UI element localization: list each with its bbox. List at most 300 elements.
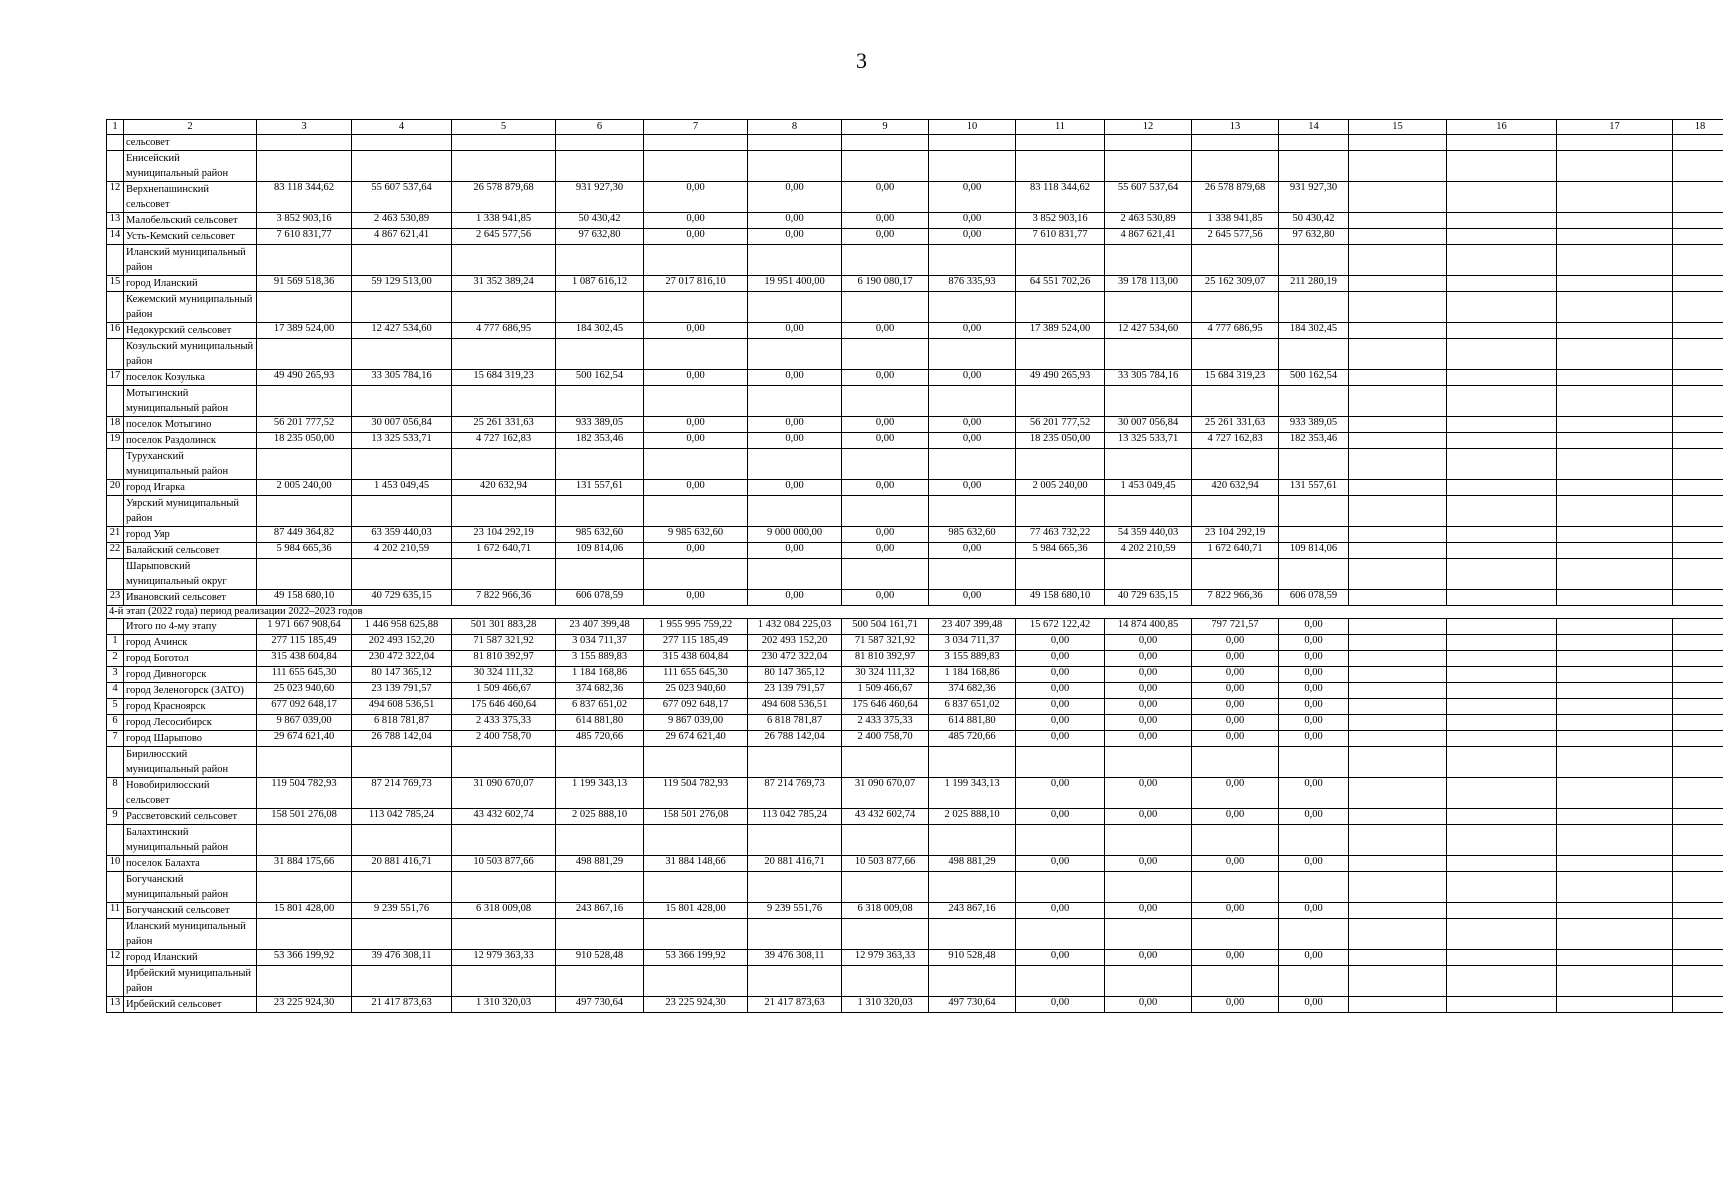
value-cell: 1 955 995 759,22 — [644, 619, 748, 635]
table-row — [107, 590, 1723, 606]
value-cell: 0,00 — [644, 370, 748, 386]
value-cell: 420 632,94 — [452, 480, 556, 496]
empty-cell — [1192, 825, 1279, 856]
empty-cell — [1349, 433, 1447, 449]
column-header: 16 — [1447, 120, 1557, 135]
value-cell: 243 867,16 — [929, 903, 1016, 919]
value-cell: 15 684 319,23 — [452, 370, 556, 386]
empty-cell — [556, 292, 644, 323]
empty-cell — [1105, 449, 1192, 480]
empty-cell — [1279, 386, 1349, 417]
empty-cell — [1192, 559, 1279, 590]
value-cell: 71 587 321,92 — [842, 635, 929, 651]
value-cell: 230 472 322,04 — [352, 651, 452, 667]
value-cell: 0,00 — [1105, 856, 1192, 872]
value-cell: 31 884 175,66 — [257, 856, 352, 872]
value-cell: 2 400 758,70 — [452, 731, 556, 747]
empty-cell — [1673, 778, 1723, 809]
value-cell: 0,00 — [748, 213, 842, 229]
value-cell: 0,00 — [1016, 731, 1105, 747]
column-header: 8 — [748, 120, 842, 135]
empty-cell — [1192, 135, 1279, 151]
district-row — [107, 872, 1723, 903]
empty-cell — [1557, 151, 1673, 182]
value-cell: 494 608 536,51 — [352, 699, 452, 715]
empty-cell — [1447, 292, 1557, 323]
value-cell: 13 325 533,71 — [1105, 433, 1192, 449]
value-cell: 1 971 667 908,64 — [257, 619, 352, 635]
value-cell: 277 115 185,49 — [257, 635, 352, 651]
value-cell: 0,00 — [1016, 715, 1105, 731]
value-cell: 931 927,30 — [1279, 182, 1349, 213]
value-cell: 2 645 577,56 — [1192, 229, 1279, 245]
value-cell: 4 867 621,41 — [1105, 229, 1192, 245]
settlement-name: город Шарыпово — [124, 731, 257, 747]
empty-cell — [1016, 449, 1105, 480]
empty-cell — [1673, 339, 1723, 370]
value-cell: 2 005 240,00 — [1016, 480, 1105, 496]
empty-cell — [1447, 276, 1557, 292]
settlement-name: Итого по 4-му этапу — [124, 619, 257, 635]
row-number: 16 — [107, 323, 124, 339]
value-cell: 0,00 — [1192, 778, 1279, 809]
value-cell: 7 610 831,77 — [1016, 229, 1105, 245]
value-cell: 0,00 — [842, 480, 929, 496]
empty-cell — [257, 151, 352, 182]
empty-cell — [1447, 339, 1557, 370]
empty-cell — [929, 747, 1016, 778]
empty-cell — [1557, 543, 1673, 559]
value-cell: 9 239 551,76 — [352, 903, 452, 919]
value-cell: 59 129 513,00 — [352, 276, 452, 292]
value-cell: 0,00 — [748, 229, 842, 245]
value-cell: 9 000 000,00 — [748, 527, 842, 543]
empty-cell — [352, 496, 452, 527]
empty-cell — [1557, 386, 1673, 417]
value-cell: 0,00 — [929, 370, 1016, 386]
empty-cell — [1016, 292, 1105, 323]
value-cell: 5 984 665,36 — [257, 543, 352, 559]
settlement-name: Малобельский сельсовет — [124, 213, 257, 229]
empty-cell — [1349, 417, 1447, 433]
settlement-name: город Игарка — [124, 480, 257, 496]
empty-cell — [1105, 339, 1192, 370]
column-header: 13 — [1192, 120, 1279, 135]
row-number — [107, 449, 124, 480]
row-number: 22 — [107, 543, 124, 559]
value-cell: 27 017 816,10 — [644, 276, 748, 292]
empty-cell — [748, 135, 842, 151]
value-cell: 2 645 577,56 — [452, 229, 556, 245]
value-cell: 21 417 873,63 — [748, 997, 842, 1013]
empty-cell — [929, 339, 1016, 370]
empty-cell — [1349, 635, 1447, 651]
empty-cell — [644, 135, 748, 151]
value-cell: 797 721,57 — [1192, 619, 1279, 635]
empty-cell — [1349, 370, 1447, 386]
empty-cell — [929, 245, 1016, 276]
value-cell: 0,00 — [1279, 651, 1349, 667]
settlement-name: поселок Козулька — [124, 370, 257, 386]
empty-cell — [1016, 386, 1105, 417]
value-cell: 0,00 — [1192, 731, 1279, 747]
value-cell: 25 261 331,63 — [1192, 417, 1279, 433]
table-row — [107, 480, 1723, 496]
empty-cell — [1349, 480, 1447, 496]
row-number: 1 — [107, 635, 124, 651]
value-cell: 0,00 — [1279, 667, 1349, 683]
value-cell: 497 730,64 — [929, 997, 1016, 1013]
table-row — [107, 323, 1723, 339]
empty-cell — [352, 919, 452, 950]
empty-cell — [1349, 699, 1447, 715]
value-cell: 0,00 — [1192, 950, 1279, 966]
value-cell: 0,00 — [1192, 809, 1279, 825]
empty-cell — [1447, 323, 1557, 339]
empty-cell — [257, 339, 352, 370]
value-cell: 113 042 785,24 — [748, 809, 842, 825]
empty-cell — [1673, 590, 1723, 606]
table-row — [107, 715, 1723, 731]
empty-cell — [1673, 276, 1723, 292]
value-cell: 3 852 903,16 — [257, 213, 352, 229]
value-cell: 0,00 — [1105, 809, 1192, 825]
value-cell: 0,00 — [1016, 903, 1105, 919]
data-table — [106, 119, 1723, 1013]
empty-cell — [257, 825, 352, 856]
empty-cell — [748, 292, 842, 323]
value-cell: 1 432 084 225,03 — [748, 619, 842, 635]
value-cell: 26 578 879,68 — [1192, 182, 1279, 213]
value-cell: 26 788 142,04 — [352, 731, 452, 747]
value-cell: 1 453 049,45 — [352, 480, 452, 496]
empty-cell — [1349, 997, 1447, 1013]
empty-cell — [1279, 825, 1349, 856]
empty-cell — [1349, 919, 1447, 950]
empty-cell — [1349, 292, 1447, 323]
value-cell: 2 025 888,10 — [929, 809, 1016, 825]
value-cell: 0,00 — [1016, 778, 1105, 809]
value-cell: 55 607 537,64 — [1105, 182, 1192, 213]
empty-cell — [452, 747, 556, 778]
empty-cell — [842, 747, 929, 778]
value-cell: 182 353,46 — [556, 433, 644, 449]
row-number: 4 — [107, 683, 124, 699]
empty-cell — [1349, 619, 1447, 635]
empty-cell — [1016, 151, 1105, 182]
empty-cell — [1673, 245, 1723, 276]
value-cell: 0,00 — [842, 229, 929, 245]
value-cell: 0,00 — [748, 543, 842, 559]
value-cell: 30 324 111,32 — [452, 667, 556, 683]
value-cell: 0,00 — [1192, 651, 1279, 667]
empty-cell — [1447, 370, 1557, 386]
empty-cell — [1279, 747, 1349, 778]
empty-cell — [257, 292, 352, 323]
empty-cell — [1447, 903, 1557, 919]
value-cell: 6 818 781,87 — [748, 715, 842, 731]
empty-cell — [1673, 635, 1723, 651]
empty-cell — [644, 559, 748, 590]
value-cell: 0,00 — [1016, 667, 1105, 683]
value-cell: 39 476 308,11 — [748, 950, 842, 966]
value-cell: 0,00 — [929, 417, 1016, 433]
row-number: 10 — [107, 856, 124, 872]
value-cell: 20 881 416,71 — [748, 856, 842, 872]
empty-cell — [1557, 135, 1673, 151]
empty-cell — [1349, 966, 1447, 997]
empty-cell — [929, 151, 1016, 182]
value-cell: 30 007 056,84 — [352, 417, 452, 433]
empty-cell — [1447, 715, 1557, 731]
empty-cell — [1557, 683, 1673, 699]
empty-cell — [748, 966, 842, 997]
value-cell: 7 822 966,36 — [1192, 590, 1279, 606]
value-cell: 23 104 292,19 — [1192, 527, 1279, 543]
value-cell: 80 147 365,12 — [352, 667, 452, 683]
empty-cell — [1673, 213, 1723, 229]
empty-cell — [842, 825, 929, 856]
empty-cell — [1016, 919, 1105, 950]
empty-cell — [1557, 496, 1673, 527]
settlement-name: город Лесосибирск — [124, 715, 257, 731]
district-name: Туруханский муниципальный район — [124, 449, 257, 480]
empty-cell — [842, 386, 929, 417]
value-cell: 5 984 665,36 — [1016, 543, 1105, 559]
value-cell: 12 427 534,60 — [352, 323, 452, 339]
settlement-name: город Красноярск — [124, 699, 257, 715]
empty-cell — [1673, 151, 1723, 182]
value-cell: 12 979 363,33 — [842, 950, 929, 966]
empty-cell — [1673, 370, 1723, 386]
empty-cell — [352, 449, 452, 480]
empty-cell — [1557, 778, 1673, 809]
value-cell: 3 034 711,37 — [556, 635, 644, 651]
empty-cell — [1349, 903, 1447, 919]
empty-cell — [352, 292, 452, 323]
empty-cell — [1447, 667, 1557, 683]
column-header: 3 — [257, 120, 352, 135]
value-cell: 1 672 640,71 — [1192, 543, 1279, 559]
empty-cell — [1447, 433, 1557, 449]
value-cell: 933 389,05 — [1279, 417, 1349, 433]
value-cell — [1279, 527, 1349, 543]
table-row — [107, 276, 1723, 292]
empty-cell — [1192, 339, 1279, 370]
empty-cell — [1673, 715, 1723, 731]
column-header: 11 — [1016, 120, 1105, 135]
value-cell: 3 155 889,83 — [556, 651, 644, 667]
value-cell: 21 417 873,63 — [352, 997, 452, 1013]
empty-cell — [1557, 651, 1673, 667]
empty-cell — [452, 386, 556, 417]
value-cell: 202 493 152,20 — [748, 635, 842, 651]
value-cell: 30 324 111,32 — [842, 667, 929, 683]
empty-cell — [1673, 182, 1723, 213]
empty-cell — [842, 135, 929, 151]
empty-cell — [452, 135, 556, 151]
value-cell: 202 493 152,20 — [352, 635, 452, 651]
empty-cell — [1673, 747, 1723, 778]
settlement-name: Ирбейский сельсовет — [124, 997, 257, 1013]
value-cell: 63 359 440,03 — [352, 527, 452, 543]
empty-cell — [1349, 559, 1447, 590]
column-header: 5 — [452, 120, 556, 135]
value-cell: 25 162 309,07 — [1192, 276, 1279, 292]
empty-cell — [1557, 997, 1673, 1013]
empty-cell — [257, 966, 352, 997]
value-cell: 0,00 — [644, 590, 748, 606]
empty-cell — [1557, 966, 1673, 997]
empty-cell — [1673, 433, 1723, 449]
empty-cell — [1673, 292, 1723, 323]
empty-cell — [644, 292, 748, 323]
settlement-name: город Дивногорск — [124, 667, 257, 683]
value-cell: 0,00 — [929, 433, 1016, 449]
empty-cell — [556, 919, 644, 950]
value-cell: 0,00 — [842, 433, 929, 449]
table-row — [107, 433, 1723, 449]
table-row — [107, 950, 1723, 966]
value-cell: 30 007 056,84 — [1105, 417, 1192, 433]
empty-cell — [842, 966, 929, 997]
value-cell: 31 884 148,66 — [644, 856, 748, 872]
row-number: 11 — [107, 903, 124, 919]
value-cell: 0,00 — [644, 480, 748, 496]
value-cell: 56 201 777,52 — [1016, 417, 1105, 433]
empty-cell — [1673, 480, 1723, 496]
empty-cell — [842, 339, 929, 370]
empty-cell — [1016, 825, 1105, 856]
empty-cell — [644, 747, 748, 778]
empty-cell — [1105, 245, 1192, 276]
value-cell: 26 578 879,68 — [452, 182, 556, 213]
empty-cell — [556, 496, 644, 527]
column-header: 9 — [842, 120, 929, 135]
empty-cell — [1192, 449, 1279, 480]
table-row — [107, 903, 1723, 919]
empty-cell — [644, 496, 748, 527]
district-name: Иланский муниципальный район — [124, 919, 257, 950]
value-cell: 0,00 — [1192, 683, 1279, 699]
value-cell: 54 359 440,03 — [1105, 527, 1192, 543]
empty-cell — [1557, 182, 1673, 213]
value-cell: 0,00 — [748, 323, 842, 339]
row-number — [107, 559, 124, 590]
empty-cell — [1557, 747, 1673, 778]
table-row — [107, 856, 1723, 872]
empty-cell — [1349, 135, 1447, 151]
value-cell: 0,00 — [1279, 997, 1349, 1013]
empty-cell — [1447, 635, 1557, 651]
empty-cell — [748, 151, 842, 182]
empty-cell — [1557, 480, 1673, 496]
empty-cell — [352, 872, 452, 903]
value-cell: 1 509 466,67 — [842, 683, 929, 699]
settlement-name: Усть-Кемский сельсовет — [124, 229, 257, 245]
empty-cell — [1349, 809, 1447, 825]
district-row — [107, 386, 1723, 417]
settlement-name: поселок Мотыгино — [124, 417, 257, 433]
value-cell: 87 449 364,82 — [257, 527, 352, 543]
empty-cell — [1349, 715, 1447, 731]
value-cell: 500 504 161,71 — [842, 619, 929, 635]
column-header: 15 — [1349, 120, 1447, 135]
value-cell: 97 632,80 — [556, 229, 644, 245]
value-cell: 0,00 — [1279, 903, 1349, 919]
row-number: 13 — [107, 997, 124, 1013]
row-number: 20 — [107, 480, 124, 496]
empty-cell — [1349, 667, 1447, 683]
settlement-name: город Иланский — [124, 950, 257, 966]
value-cell: 184 302,45 — [556, 323, 644, 339]
empty-cell — [352, 966, 452, 997]
value-cell: 0,00 — [1016, 699, 1105, 715]
empty-cell — [1192, 151, 1279, 182]
empty-cell — [452, 245, 556, 276]
value-cell: 23 139 791,57 — [352, 683, 452, 699]
empty-cell — [352, 825, 452, 856]
empty-cell — [452, 919, 556, 950]
empty-cell — [1557, 619, 1673, 635]
empty-cell — [1673, 667, 1723, 683]
empty-cell — [452, 292, 556, 323]
value-cell: 6 837 651,02 — [556, 699, 644, 715]
value-cell: 4 727 162,83 — [452, 433, 556, 449]
empty-cell — [1673, 651, 1723, 667]
district-name: Богучанский муниципальный район — [124, 872, 257, 903]
value-cell: 0,00 — [1105, 950, 1192, 966]
value-cell: 7 610 831,77 — [257, 229, 352, 245]
empty-cell — [1673, 496, 1723, 527]
column-header: 7 — [644, 120, 748, 135]
empty-cell — [257, 386, 352, 417]
value-cell: 184 302,45 — [1279, 323, 1349, 339]
table-row — [107, 731, 1723, 747]
empty-cell — [929, 496, 1016, 527]
value-cell: 80 147 365,12 — [748, 667, 842, 683]
empty-cell — [1105, 747, 1192, 778]
empty-cell — [257, 245, 352, 276]
value-cell: 87 214 769,73 — [748, 778, 842, 809]
empty-cell — [1349, 229, 1447, 245]
row-number: 14 — [107, 229, 124, 245]
empty-cell — [1279, 919, 1349, 950]
value-cell: 40 729 635,15 — [1105, 590, 1192, 606]
value-cell: 0,00 — [1105, 997, 1192, 1013]
empty-cell — [1557, 559, 1673, 590]
value-cell: 0,00 — [1279, 731, 1349, 747]
value-cell: 315 438 604,84 — [644, 651, 748, 667]
empty-cell — [1349, 245, 1447, 276]
column-header: 12 — [1105, 120, 1192, 135]
empty-cell — [929, 386, 1016, 417]
empty-cell — [1557, 903, 1673, 919]
value-cell: 12 979 363,33 — [452, 950, 556, 966]
empty-cell — [842, 449, 929, 480]
value-cell: 33 305 784,16 — [352, 370, 452, 386]
empty-cell — [1349, 213, 1447, 229]
value-cell: 0,00 — [1279, 619, 1349, 635]
settlement-name: Недокурский сельсовет — [124, 323, 257, 339]
empty-cell — [1557, 950, 1673, 966]
district-name: Иланский муниципальный район — [124, 245, 257, 276]
stage-title: 4-й этап (2022 года) период реализации 2022–2023 годов — [107, 606, 1723, 619]
value-cell: 0,00 — [929, 229, 1016, 245]
value-cell: 97 632,80 — [1279, 229, 1349, 245]
value-cell: 1 310 320,03 — [842, 997, 929, 1013]
empty-cell — [257, 449, 352, 480]
